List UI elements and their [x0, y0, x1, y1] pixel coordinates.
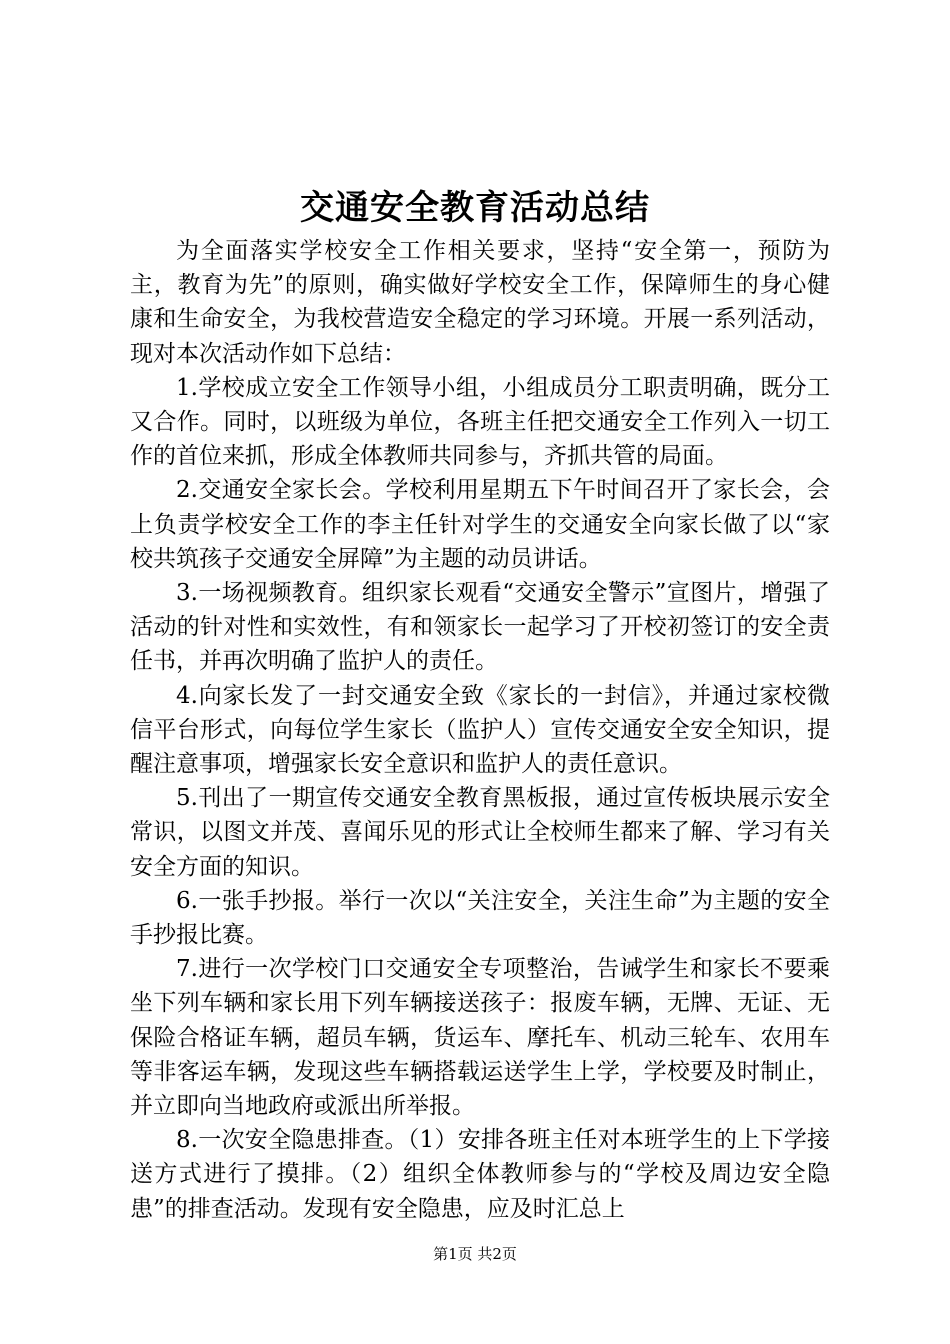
page-footer: 第1页 共2页	[433, 1245, 517, 1263]
item-paragraph-2: 2.交通安全家长会。学校利用星期五下午时间召开了家长会，会上负责学校安全工作的李主任针对学生的交通安全向家长做了以“家校共筑孩子交通安全屏障”为主题的动员讲话。	[130, 477, 830, 572]
item-paragraph-7: 7.进行一次学校门口交通安全专项整治，告诫学生和家长不要乘坐下列车辆和家长用下列车辆接送孩子：报废车辆，无牌、无证、无保险合格证车辆，超员车辆，货运车、摩托车、机动三轮车、农用车等非客运车辆，发现这些车辆搭载运送学生上学，学校要及时制止，并立即向当地政府或派出所举报。	[130, 956, 830, 1120]
document-title: 交通安全教育活动总结	[300, 188, 650, 228]
item-paragraph-1: 1.学校成立安全工作领导小组，小组成员分工职责明确，既分工又合作。同时，以班级为单位，各班主任把交通安全工作列入一切工作的首位来抓，形成全体教师共同参与，齐抓共管的局面。	[130, 374, 830, 470]
intro-paragraph: 为全面落实学校安全工作相关要求，坚持“安全第一，预防为主，教育为先”的原则，确实做好学校安全工作，保障师生的身心健康和生命安全，为我校营造安全稳定的学习环境。开展一系列活动，现对本次活动作如下总结：	[130, 238, 830, 367]
document-body	[130, 234, 830, 1226]
item-paragraph-6: 6.一张手抄报。举行一次以“关注安全，关注生命”为主题的安全手抄报比赛。	[130, 887, 830, 949]
item-paragraph-5: 5.刊出了一期宣传交通安全教育黑板报，通过宣传板块展示安全常识，以图文并茂、喜闻乐见的形式让全校师生都来了解、学习有关安全方面的知识。	[130, 785, 830, 880]
item-paragraph-3: 3.一场视频教育。组织家长观看“交通安全警示”宣图片，增强了活动的针对性和实效性，有和领家长一起学习了开校初签订的安全责任书，并再次明确了监护人的责任。	[130, 580, 830, 675]
item-paragraph-4: 4.向家长发了一封交通安全致《家长的一封信》，并通过家校微信平台形式，向每位学生家长（监护人）宣传交通安全安全知识，提醒注意事项，增强家长安全意识和监护人的责任意识。	[130, 682, 830, 778]
item-paragraph-8: 8.一次安全隐患排查。（1）安排各班主任对本班学生的上下学接送方式进行了摸排。（2）组织全体教师参与的“学校及周边安全隐患”的排查活动。发现有安全隐患，应及时汇总上	[130, 1127, 830, 1222]
